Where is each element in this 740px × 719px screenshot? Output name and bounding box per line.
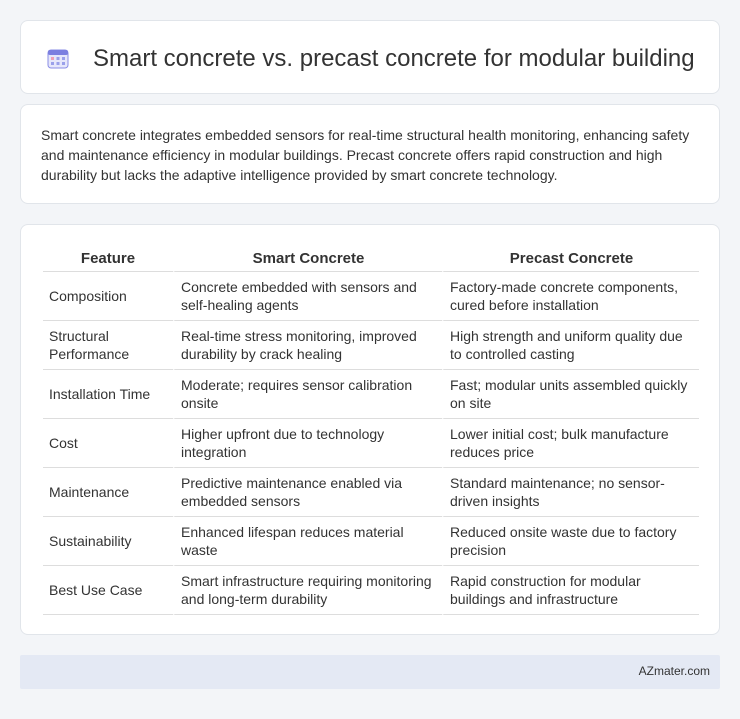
precast-concrete-cell: Factory-made concrete components, cured before installation (442, 272, 699, 321)
precast-concrete-cell: High strength and uniform quality due to controlled casting (442, 321, 699, 370)
table-row (43, 517, 699, 566)
smart-concrete-cell: Higher upfront due to technology integration (173, 419, 442, 468)
smart-concrete-cell: Predictive maintenance enabled via embedded sensors (173, 468, 442, 517)
feature-cell: Cost (43, 419, 173, 468)
summary-paragraph: Smart concrete integrates embedded sensors for real-time structural health monitoring, enhancing safety and maintenance efficiency in modular buildings. Precast concrete offers rapid construction and high durability but lacks the adaptive intelligence provided by smart concrete technology. (41, 127, 690, 183)
footer-bar (20, 655, 720, 689)
title-card (20, 20, 720, 94)
feature-cell: Installation Time (43, 370, 173, 419)
header-smart-concrete: Smart Concrete (173, 247, 442, 272)
footer-brand: AZmater.com (638, 664, 710, 678)
table-row (43, 468, 699, 517)
comparison-table-card (20, 224, 720, 635)
comparison-table (43, 247, 699, 615)
table-row (43, 419, 699, 468)
page-title: Smart concrete vs. precast concrete for modular building (93, 45, 695, 72)
feature-cell: Best Use Case (43, 566, 173, 615)
precast-concrete-cell: Standard maintenance; no sensor-driven insights (442, 468, 699, 517)
smart-concrete-cell: Real-time stress monitoring, improved durability by crack healing (173, 321, 442, 370)
header-precast-concrete: Precast Concrete (442, 247, 699, 272)
table-row (43, 370, 699, 419)
summary-card (20, 104, 720, 204)
precast-concrete-cell: Reduced onsite waste due to factory precision (442, 517, 699, 566)
smart-concrete-cell: Moderate; requires sensor calibration onsite (173, 370, 442, 419)
feature-cell: Structural Performance (43, 321, 173, 370)
table-row (43, 321, 699, 370)
smart-concrete-cell: Concrete embedded with sensors and self-healing agents (173, 272, 442, 321)
table-row (43, 566, 699, 615)
precast-concrete-cell: Lower initial cost; bulk manufacture reduces price (442, 419, 699, 468)
header-feature: Feature (43, 247, 173, 272)
feature-cell: Composition (43, 272, 173, 321)
feature-cell: Sustainability (43, 517, 173, 566)
table-row (43, 272, 699, 321)
feature-cell: Maintenance (43, 468, 173, 517)
calendar-icon (46, 46, 70, 70)
smart-concrete-cell: Enhanced lifespan reduces material waste (173, 517, 442, 566)
smart-concrete-cell: Smart infrastructure requiring monitoring and long-term durability (173, 566, 442, 615)
table-header-row (43, 247, 699, 272)
precast-concrete-cell: Fast; modular units assembled quickly on site (442, 370, 699, 419)
precast-concrete-cell: Rapid construction for modular buildings and infrastructure (442, 566, 699, 615)
